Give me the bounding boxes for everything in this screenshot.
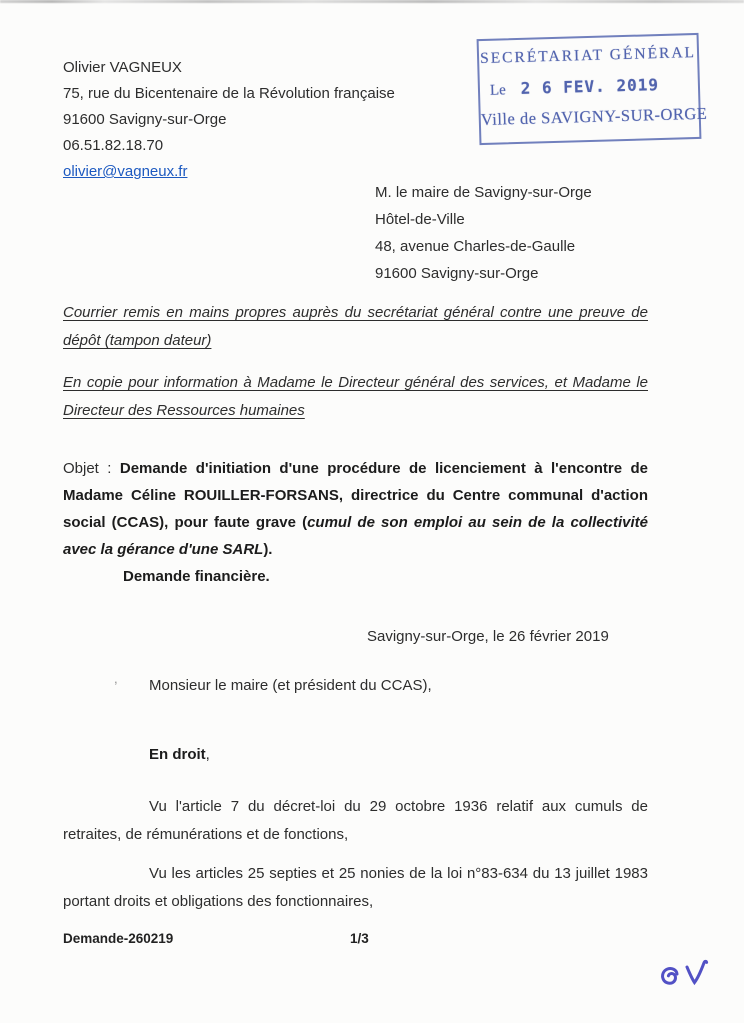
recipient-line: 91600 Savigny-sur-Orge <box>375 265 539 282</box>
legal-section-heading <box>63 741 648 768</box>
stamp-title: SECRÉTARIAT GÉNÉRAL <box>479 44 697 68</box>
delivery-notice-text: Courrier remis en mains propres auprès du secrétariat général contre une preuve de dépôt (tampon dateur) <box>63 304 648 349</box>
subject-closing: ). <box>263 541 273 558</box>
legal-heading-suffix: , <box>205 746 210 763</box>
subject-paragraph <box>63 455 648 563</box>
legal-paragraph: Vu les articles 25 septies et 25 nonies de la loi n°83-634 du 13 juillet 1983 portant droits et obligations des fonctionnaires, <box>63 865 648 910</box>
subject-bold-italic-text: cumul de son emploi au sein de la collectivité avec la gérance d'une SARL <box>63 514 648 558</box>
legal-paragraph: Vu l'article 7 du décret-loi du 29 octobre 1936 relatif aux cumuls de retraites, de rémunérations et de fonctions, <box>63 798 648 843</box>
scan-artifact-speck: , <box>114 671 118 686</box>
recipient-line: M. le maire de Savigny-sur-Orge <box>375 184 592 201</box>
sender-block <box>63 55 648 185</box>
legal-heading-text: En droit <box>149 746 206 763</box>
recipient-line: 48, avenue Charles-de-Gaulle <box>375 238 576 255</box>
copy-notice <box>63 369 648 425</box>
subject-label: Objet : <box>63 460 120 477</box>
footer-reference: Demande-260219 <box>63 931 174 946</box>
recipient-line: Hôtel-de-Ville <box>375 211 465 228</box>
dateline: Savigny-sur-Orge, le 26 février 2019 <box>367 628 609 645</box>
sender-email-link[interactable]: olivier@vagneux.fr <box>63 163 188 180</box>
subject-second-line: Demande financière. <box>123 568 270 585</box>
stamp-date-value: 2 6 FEV. 2019 <box>520 75 660 98</box>
sender-name: Olivier VAGNEUX <box>63 59 182 76</box>
letter-body <box>63 55 648 915</box>
recipient-block <box>375 179 648 287</box>
salutation: Monsieur le maire (et président du CCAS), <box>149 677 432 694</box>
sender-street: 75, rue du Bicentenaire de la Révolution française <box>63 85 395 102</box>
footer-page-number: 1/3 <box>350 931 369 946</box>
handwritten-initials-icon <box>650 955 720 1001</box>
copy-notice-text: En copie pour information à Madame le Directeur général des services, et Madame le Directeur des Ressources humaines <box>63 374 648 419</box>
stamp-date-label: Le <box>489 82 507 99</box>
delivery-notice <box>63 299 648 355</box>
stamp-city-line: Ville de SAVIGNY-SUR-ORGE <box>480 103 708 130</box>
sender-city: 91600 Savigny-sur-Orge <box>63 111 227 128</box>
scan-artifact-top-edge <box>0 0 744 3</box>
subject-bold-text: Demande d'initiation d'une procédure de licenciement à l'encontre de Madame Céline ROUILLER-FORSANS, directrice du Centre communal d'action social (CCAS), pour faute grave ( <box>63 460 648 531</box>
sender-phone: 06.51.82.18.70 <box>63 137 164 154</box>
